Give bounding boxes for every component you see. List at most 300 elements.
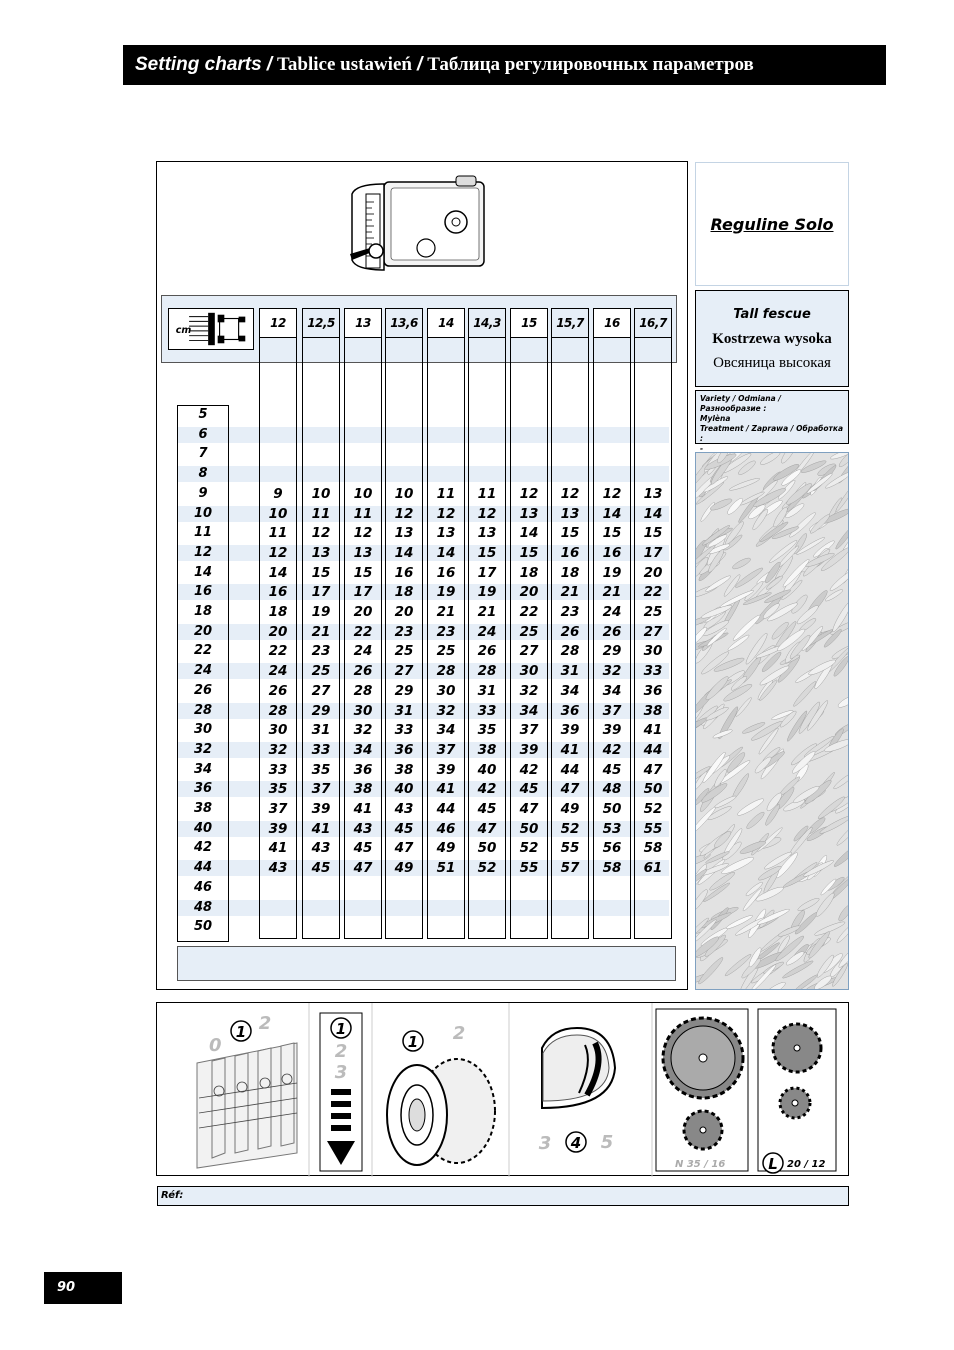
table-cell: 28	[353, 682, 373, 699]
table-cell: 23	[436, 623, 456, 640]
table-cell: 52	[643, 801, 663, 817]
table-cell: 14	[602, 505, 622, 522]
table-cell	[259, 426, 297, 444]
table-cell: 16	[394, 564, 414, 581]
table-cell: 24	[353, 643, 373, 660]
table-cell: 39	[602, 722, 622, 739]
table-cell: 20	[353, 604, 373, 620]
table-cell: 36	[394, 741, 414, 758]
table-cell	[427, 879, 465, 897]
column-header: 14	[427, 308, 465, 338]
table-cell: 26	[560, 623, 580, 640]
table-cell	[344, 426, 382, 444]
table-cell: 31	[477, 682, 497, 699]
row-label: 42	[193, 840, 213, 856]
table-cell: 9	[273, 485, 283, 502]
table-cell: 25	[519, 623, 539, 640]
table-cell: 19	[477, 584, 497, 601]
table-cell: 52	[560, 820, 580, 837]
title-separator: /	[416, 54, 423, 75]
variety-value: Mylèna	[700, 414, 731, 423]
table-cell	[593, 465, 631, 483]
table-cell	[385, 879, 423, 897]
table-cell: 27	[519, 643, 539, 660]
table-cell: 50	[602, 801, 622, 817]
table-cell	[427, 406, 465, 424]
table-cell	[468, 465, 506, 483]
table-cell: 30	[519, 663, 539, 680]
table-cell	[593, 445, 631, 463]
table-cell: 50	[519, 820, 539, 837]
table-cell: 15	[311, 564, 331, 581]
table-cell: 47	[353, 860, 373, 877]
table-cell	[302, 426, 340, 444]
title-separator: /	[266, 54, 272, 75]
dial-5: 5	[600, 1132, 614, 1153]
table-cell	[510, 879, 548, 897]
table-cell	[468, 879, 506, 897]
table-cell	[344, 879, 382, 897]
table-cell: 33	[311, 741, 331, 758]
table-cell: 42	[602, 741, 622, 758]
table-cell: 37	[602, 702, 622, 719]
level-selected: 1	[335, 1020, 347, 1038]
table-cell	[551, 445, 589, 463]
table-cell: 39	[311, 801, 331, 817]
table-cell	[510, 899, 548, 917]
gear-l-letter: L	[768, 1155, 778, 1173]
row-label: 22	[193, 643, 213, 659]
table-cell	[344, 445, 382, 463]
table-cell	[593, 426, 631, 444]
table-cell: 30	[268, 722, 288, 739]
table-cell: 43	[311, 840, 331, 857]
table-cell: 29	[394, 682, 414, 699]
table-cell: 45	[602, 761, 622, 778]
table-cell	[344, 406, 382, 424]
table-cell	[427, 899, 465, 917]
table-cell: 56	[602, 840, 622, 857]
table-cell: 19	[311, 604, 331, 620]
row-label: 32	[193, 741, 213, 757]
table-cell: 21	[560, 584, 580, 601]
drive-wheel-illustration	[387, 1023, 495, 1165]
table-cell	[344, 465, 382, 483]
column-header: 16	[593, 308, 631, 338]
row-label: 6	[198, 426, 208, 442]
table-cell: 10	[394, 485, 414, 502]
table-cell: 35	[311, 761, 331, 778]
table-cell: 37	[436, 741, 456, 758]
table-cell: 57	[560, 860, 580, 877]
row-label: 28	[193, 702, 213, 718]
table-cell: 27	[311, 682, 331, 699]
table-cell: 18	[268, 604, 288, 620]
table-cell: 26	[268, 682, 288, 699]
variety-label: Variety / Odmiana / Разнообразие :	[700, 394, 782, 413]
wheel-selected: 1	[407, 1033, 419, 1051]
row-label: 30	[193, 722, 213, 738]
table-cell: 17	[643, 544, 663, 561]
table-cell	[634, 445, 672, 463]
table-cell: 16	[560, 544, 580, 561]
table-cell	[302, 918, 340, 936]
dial-3: 3	[538, 1133, 552, 1154]
table-cell: 18	[519, 564, 539, 581]
table-cell: 25	[394, 643, 414, 660]
column-header: 16,7	[634, 308, 672, 338]
cassette-illustration	[197, 1013, 297, 1168]
row-label: 50	[193, 919, 213, 935]
table-cell: 24	[268, 663, 288, 680]
row-label: 5	[198, 407, 208, 422]
table-cell: 27	[643, 623, 663, 640]
table-cell: 13	[477, 525, 497, 542]
row-label: 48	[193, 899, 213, 915]
table-cell: 38	[643, 702, 663, 719]
table-cell	[593, 918, 631, 936]
table-cell	[634, 918, 672, 936]
reference-field: Réf:	[157, 1186, 849, 1206]
row-label: 9	[198, 485, 208, 501]
table-cell	[468, 445, 506, 463]
column-header: 12	[259, 308, 297, 338]
table-cell: 10	[268, 505, 288, 522]
table-cell: 53	[602, 820, 622, 837]
table-cell: 49	[394, 860, 414, 877]
row-label: 38	[193, 801, 213, 816]
table-cell: 23	[394, 623, 414, 640]
table-cell	[302, 465, 340, 483]
table-cell: 28	[268, 702, 288, 719]
table-cell: 31	[560, 663, 580, 680]
table-cell: 23	[311, 643, 331, 660]
table-cell: 11	[477, 485, 497, 502]
table-cell: 32	[353, 722, 373, 739]
page-number: 90	[44, 1272, 122, 1304]
table-cell	[593, 899, 631, 917]
table-cell: 20	[643, 564, 663, 581]
column-header: 15,7	[551, 308, 589, 338]
table-cell: 15	[602, 525, 622, 542]
gearbox-level-indicator	[320, 1013, 362, 1171]
table-cell: 13	[519, 505, 539, 522]
table-cell	[593, 406, 631, 424]
table-cell: 30	[643, 643, 663, 660]
table-cell: 43	[353, 820, 373, 837]
table-cell	[634, 879, 672, 897]
table-cell	[468, 426, 506, 444]
table-cell	[302, 445, 340, 463]
table-cell	[385, 899, 423, 917]
table-cell	[385, 445, 423, 463]
table-cell: 52	[519, 840, 539, 857]
gear-set-l-illustration	[758, 1009, 836, 1173]
table-cell	[551, 426, 589, 444]
row-label: 12	[193, 544, 213, 560]
table-cell	[468, 918, 506, 936]
table-cell: 34	[519, 702, 539, 719]
row-label: 7	[198, 446, 208, 462]
table-cell	[510, 465, 548, 483]
table-cell: 26	[353, 663, 373, 680]
column-header: 15	[510, 308, 548, 338]
table-cell: 19	[602, 564, 622, 581]
page-header	[123, 45, 886, 85]
table-cell: 13	[311, 544, 331, 561]
column-header: 13	[344, 308, 382, 338]
table-cell: 38	[394, 761, 414, 778]
table-cell: 30	[353, 702, 373, 719]
column-header: 12,5	[302, 308, 340, 338]
table-cell: 27	[394, 663, 414, 680]
table-cell	[344, 899, 382, 917]
table-cell: 34	[560, 682, 580, 699]
table-cell: 11	[311, 505, 331, 522]
table-cell: 13	[436, 525, 456, 542]
table-cell: 24	[477, 623, 497, 640]
table-cell: 22	[268, 643, 288, 660]
table-cell: 15	[353, 564, 373, 581]
table-cell: 46	[436, 820, 456, 837]
species-pl: Kostrzewa wysoka	[712, 331, 832, 347]
table-cell: 17	[311, 584, 331, 601]
table-cell: 38	[477, 741, 497, 758]
table-cell: 16	[436, 564, 456, 581]
table-cell: 41	[353, 801, 373, 817]
row-label: 14	[193, 564, 213, 580]
table-cell	[344, 918, 382, 936]
table-cell	[302, 899, 340, 917]
table-cell: 12	[436, 505, 456, 522]
table-cell: 14	[268, 564, 288, 581]
table-cell: 49	[560, 801, 580, 817]
table-cell	[427, 426, 465, 444]
row-label: 34	[193, 761, 213, 777]
table-cell: 43	[268, 860, 288, 877]
table-cell: 32	[602, 663, 622, 680]
table-cell: 26	[602, 623, 622, 640]
table-cell: 36	[643, 682, 663, 699]
table-cell: 17	[353, 584, 373, 601]
table-cell: 17	[477, 564, 497, 581]
table-cell: 28	[560, 643, 580, 660]
table-cell: 19	[436, 584, 456, 601]
table-cell: 33	[268, 761, 288, 778]
table-cell: 45	[519, 781, 539, 798]
table-cell: 41	[311, 820, 331, 837]
seed-texture	[696, 453, 849, 990]
table-cell: 32	[268, 741, 288, 758]
row-label: 24	[193, 663, 213, 679]
table-cell: 16	[602, 544, 622, 561]
table-cell: 33	[394, 722, 414, 739]
variety-box	[695, 390, 849, 453]
table-cell: 12	[268, 544, 288, 561]
table-cell: 12	[519, 485, 539, 502]
table-cell: 58	[643, 840, 663, 857]
table-cell: 33	[477, 702, 497, 719]
table-cell	[551, 918, 589, 936]
table-cell: 31	[394, 702, 414, 719]
table-cell: 45	[353, 840, 373, 857]
row-label: 20	[193, 623, 213, 639]
table-cell: 12	[394, 505, 414, 522]
row-label: 10	[193, 505, 213, 521]
table-cell	[259, 465, 297, 483]
chart-footer-band	[177, 946, 676, 981]
table-cell	[593, 879, 631, 897]
table-cell	[302, 879, 340, 897]
table-cell: 45	[477, 801, 497, 817]
table-cell: 39	[560, 722, 580, 739]
column-header: 14,3	[468, 308, 506, 338]
table-cell: 55	[560, 840, 580, 857]
table-cell: 31	[311, 722, 331, 739]
table-cell: 24	[602, 604, 622, 620]
table-cell	[259, 918, 297, 936]
table-cell: 21	[311, 623, 331, 640]
table-cell: 15	[560, 525, 580, 542]
table-cell: 25	[436, 643, 456, 660]
row-label: 8	[198, 466, 208, 482]
table-cell: 35	[268, 781, 288, 798]
table-cell: 15	[477, 544, 497, 561]
species-box	[695, 290, 849, 387]
table-cell: 50	[643, 781, 663, 798]
table-cell: 42	[477, 781, 497, 798]
table-cell: 47	[394, 840, 414, 857]
gear-set-n-illustration	[656, 1009, 748, 1171]
table-cell: 41	[560, 741, 580, 758]
table-cell: 50	[477, 840, 497, 857]
table-cell	[259, 445, 297, 463]
title-en: Setting charts	[135, 54, 262, 75]
table-cell: 14	[643, 505, 663, 522]
table-cell	[385, 406, 423, 424]
table-cell: 25	[311, 663, 331, 680]
table-cell: 21	[602, 584, 622, 601]
row-label: 16	[193, 584, 213, 600]
table-cell	[510, 445, 548, 463]
table-cell: 47	[643, 761, 663, 778]
table-cell: 12	[602, 485, 622, 502]
table-cell: 14	[519, 525, 539, 542]
table-cell: 58	[602, 860, 622, 877]
table-cell: 18	[560, 564, 580, 581]
table-cell: 16	[268, 584, 288, 601]
cassette-zero: 0	[209, 1035, 222, 1056]
table-cell: 13	[353, 544, 373, 561]
table-cell: 37	[268, 801, 288, 817]
brand-title: Reguline Solo	[695, 162, 849, 286]
table-cell: 55	[643, 820, 663, 837]
table-cell: 13	[560, 505, 580, 522]
table-cell: 32	[519, 682, 539, 699]
setting-chart	[156, 161, 688, 990]
table-cell: 13	[643, 485, 663, 502]
table-cell: 44	[560, 761, 580, 778]
table-cell	[259, 406, 297, 424]
table-cell: 11	[436, 485, 456, 502]
table-cell: 39	[436, 761, 456, 778]
title-ru: Таблица регулировочных параметров	[427, 54, 754, 75]
title-pl: Tablice ustawień	[276, 54, 412, 75]
row-label: 40	[193, 820, 213, 836]
table-cell: 15	[519, 544, 539, 561]
table-cell: 34	[602, 682, 622, 699]
table-cell: 10	[311, 485, 331, 502]
table-cell: 13	[394, 525, 414, 542]
table-cell: 43	[394, 801, 414, 817]
row-label: 46	[193, 879, 213, 895]
table-cell: 45	[311, 860, 331, 877]
table-cell: 47	[519, 801, 539, 817]
table-cell: 22	[353, 623, 373, 640]
table-cell: 44	[643, 741, 663, 758]
table-cell: 22	[643, 584, 663, 601]
table-cell: 48	[602, 781, 622, 798]
table-cell	[634, 465, 672, 483]
table-cell: 22	[519, 604, 539, 620]
level-2: 2	[334, 1041, 348, 1062]
row-label: 11	[193, 525, 213, 541]
table-cell: 12	[311, 525, 331, 542]
table-cell	[385, 465, 423, 483]
table-cell: 39	[519, 741, 539, 758]
row-label: 44	[193, 860, 213, 876]
table-cell: 36	[560, 702, 580, 719]
table-cell: 55	[519, 860, 539, 877]
column-header: 13,6	[385, 308, 423, 338]
table-cell	[634, 426, 672, 444]
table-cell: 33	[643, 663, 663, 680]
table-cell	[634, 899, 672, 917]
table-cell: 10	[353, 485, 373, 502]
table-cell: 28	[436, 663, 456, 680]
table-cell	[385, 426, 423, 444]
table-cell	[510, 918, 548, 936]
dial-selected: 4	[570, 1134, 582, 1152]
table-cell	[427, 918, 465, 936]
table-cell: 40	[394, 781, 414, 798]
table-cell: 21	[477, 604, 497, 620]
table-cell: 29	[602, 643, 622, 660]
row-label: 26	[193, 682, 213, 698]
table-cell: 40	[477, 761, 497, 778]
table-cell: 21	[436, 604, 456, 620]
table-cell: 12	[477, 505, 497, 522]
table-cell	[427, 465, 465, 483]
table-cell: 30	[436, 682, 456, 699]
table-cell: 14	[436, 544, 456, 561]
table-cell: 47	[477, 820, 497, 837]
table-cell: 14	[394, 544, 414, 561]
table-cell: 20	[519, 584, 539, 601]
table-cell	[510, 406, 548, 424]
seed-photo	[695, 452, 849, 990]
row-spacing-cm-icon	[168, 308, 254, 350]
table-cell: 29	[311, 702, 331, 719]
table-cell: 49	[436, 840, 456, 857]
table-cell: 61	[643, 860, 663, 877]
table-cell	[551, 879, 589, 897]
metering-device-illustration	[346, 172, 496, 284]
table-cell	[551, 406, 589, 424]
table-cell: 34	[353, 741, 373, 758]
table-cell: 35	[477, 722, 497, 739]
svg-text:cm: cm	[175, 324, 192, 336]
